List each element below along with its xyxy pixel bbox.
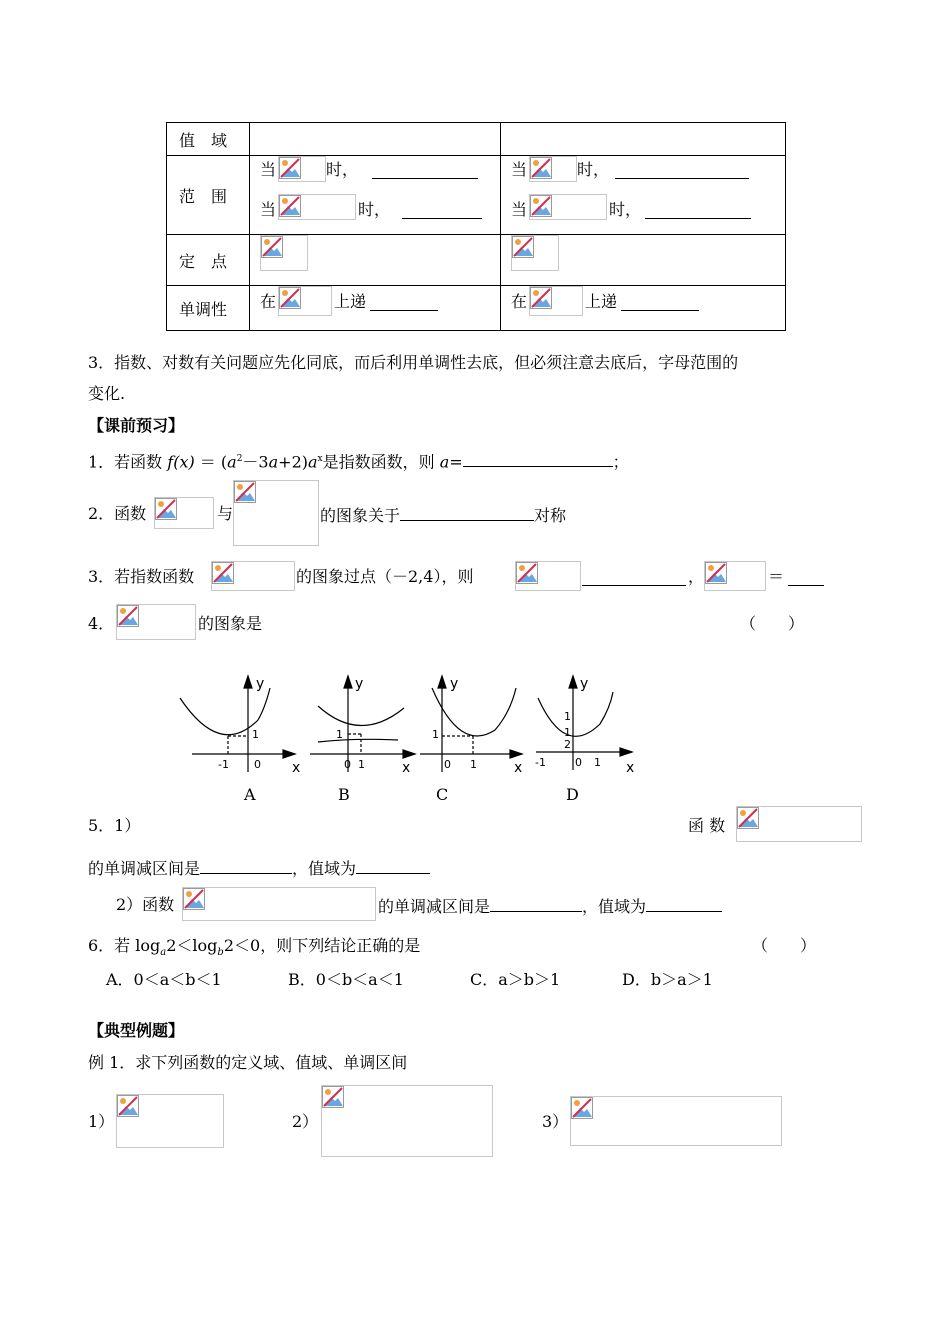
answer-blank[interactable]: [621, 294, 699, 311]
answer-blank[interactable]: [200, 857, 292, 874]
graph-b-x-label: x: [402, 760, 411, 776]
note-line: 3．指数、对数有关问题应先化同底，而后利用单调性去底，但必须注意去底后，字母范围的: [88, 353, 739, 372]
graph-options: [170, 668, 650, 813]
graph-c-y-label: y: [450, 676, 459, 692]
question-6: 6．若 $\log_a2<\log_b2<0$，则下列结论正确的是: [88, 936, 421, 959]
graph-d-tick: 1: [564, 710, 571, 723]
option-a: A．0＜a＜b＜1: [106, 970, 222, 989]
q3-eq: ＝: [768, 567, 785, 586]
formula-image: [116, 1094, 224, 1148]
example-label: 3）: [542, 1112, 569, 1131]
zai-text: 在: [260, 292, 277, 311]
formula-image: [511, 235, 559, 271]
graph-d-tick: -1: [535, 756, 546, 769]
graph-b-letter: B: [338, 785, 350, 804]
graph-a-tick: 1: [252, 728, 259, 741]
graph-d-tick: 1: [564, 726, 571, 739]
graph-d-origin: 0: [575, 756, 582, 769]
answer-blank[interactable]: [788, 569, 824, 586]
q3-comma: ，: [688, 567, 705, 586]
graph-d-letter: D: [566, 785, 579, 804]
table-row-label: 值 域: [167, 123, 250, 156]
graph-b-origin: 0: [344, 758, 351, 771]
table-cell: [501, 156, 786, 235]
graph-d-y-label: y: [580, 676, 589, 692]
formula-image: [278, 156, 326, 182]
answer-blank[interactable]: [356, 857, 430, 874]
table-cell: [501, 235, 786, 286]
formula-image: [529, 286, 583, 316]
question-1: 1．若函数 $f(x) = (a^2-3a+2)a^x$是指数函数，则 a= ；: [88, 452, 629, 472]
graph-c-origin: 0: [444, 758, 451, 771]
formula-image: [154, 497, 214, 529]
formula-image: [116, 604, 196, 640]
example-label: 2）: [292, 1112, 319, 1131]
when-text: 当: [260, 200, 277, 219]
shi-text: 时，: [577, 160, 610, 179]
graph-a-x-label: x: [292, 760, 301, 776]
answer-blank[interactable]: [372, 162, 478, 179]
shi-text: 时，: [358, 200, 391, 219]
shi-text: 时，: [609, 200, 642, 219]
q5-part2-tail: 的单调减区间是 ，值域为: [378, 895, 722, 917]
graph-d-x-label: x: [626, 760, 635, 776]
formula-image: [321, 1085, 493, 1157]
formula-image: [515, 561, 581, 591]
graph-a-y-label: y: [256, 676, 265, 692]
table-cell: [250, 156, 501, 235]
answer-blank[interactable]: [490, 895, 582, 912]
q2-tail: 的图象关于 对称: [320, 506, 567, 525]
answer-paren: （ ）: [740, 614, 805, 633]
table-row-label: 单调性: [167, 286, 250, 331]
table-cell: [501, 123, 786, 156]
note-line: 变化.: [88, 384, 126, 403]
formula-image: [278, 194, 356, 220]
graph-b-y-label: y: [355, 676, 364, 692]
table-cell: [250, 235, 501, 286]
answer-blank[interactable]: [646, 895, 722, 912]
graph-c-tick: 1: [470, 758, 477, 771]
formula-image: [233, 480, 319, 546]
formula-image: [211, 561, 295, 591]
q2-with: 与: [217, 504, 234, 523]
formula-image: [570, 1096, 782, 1146]
graph-c-x-label: x: [514, 760, 523, 776]
when-text: 当: [511, 160, 528, 179]
table-cell: [250, 123, 501, 156]
q3-prefix: 3．若指数函数: [88, 567, 195, 586]
q3-mid: 的图象过点（－2,4），则: [296, 567, 474, 586]
graph-a-tick: -1: [218, 758, 229, 771]
answer-blank[interactable]: [615, 162, 749, 179]
option-b: B．0＜b＜a＜1: [288, 970, 404, 989]
shang-text: 上递: [334, 292, 367, 311]
graph-d-tick: 2: [564, 738, 571, 751]
section-heading-preview: 【课前预习】: [88, 416, 185, 435]
when-text: 当: [511, 200, 528, 219]
q5-part2-prefix: 2）函数: [116, 895, 175, 914]
answer-blank[interactable]: [582, 569, 686, 586]
answer-blank[interactable]: [400, 504, 534, 521]
table-row-label: 定 点: [167, 235, 250, 286]
graph-c-tick: 1: [432, 728, 439, 741]
formula-image: [736, 806, 862, 842]
table-row-label: 范 围: [167, 156, 250, 235]
zai-text: 在: [511, 292, 528, 311]
table-cell: [250, 286, 501, 331]
graph-b-tick: 1: [336, 728, 343, 741]
section-heading-examples: 【典型例题】: [88, 1021, 185, 1040]
formula-image: [260, 235, 308, 271]
q5-label: 5．1）: [88, 816, 141, 835]
option-d: D．b＞a＞1: [622, 970, 713, 989]
formula-image: [529, 194, 607, 220]
formula-image: [704, 561, 766, 591]
answer-blank[interactable]: [402, 202, 482, 219]
formula-image: [278, 286, 332, 316]
graph-b-tick: 1: [358, 758, 365, 771]
q4-prefix: 4．: [88, 614, 115, 633]
answer-blank[interactable]: [463, 450, 613, 467]
answer-blank[interactable]: [645, 202, 751, 219]
q2-prefix: 2．函数: [88, 504, 147, 523]
q5-line2: 的单调减区间是 ，值域为: [88, 857, 430, 879]
shang-text: 上递: [585, 292, 618, 311]
graph-d-tick: 1: [594, 756, 601, 769]
example-label: 1）: [88, 1112, 115, 1131]
graph-a-letter: A: [244, 785, 256, 804]
formula-image: [529, 156, 577, 182]
function-properties-table: [166, 122, 786, 331]
example-1-title: 例 1．求下列函数的定义域、值域、单调区间: [88, 1053, 408, 1072]
q5-func: 函 数: [688, 816, 726, 835]
graph-a-origin: 0: [254, 758, 261, 771]
answer-blank[interactable]: [370, 294, 438, 311]
when-text: 当: [260, 160, 277, 179]
option-c: C．a＞b＞1: [470, 970, 561, 989]
q4-tail: 的图象是: [198, 614, 263, 633]
graph-c-letter: C: [436, 785, 449, 804]
table-cell: [501, 286, 786, 331]
answer-paren: （ ）: [752, 936, 817, 955]
formula-image: [182, 887, 376, 921]
shi-text: 时，: [326, 160, 359, 179]
